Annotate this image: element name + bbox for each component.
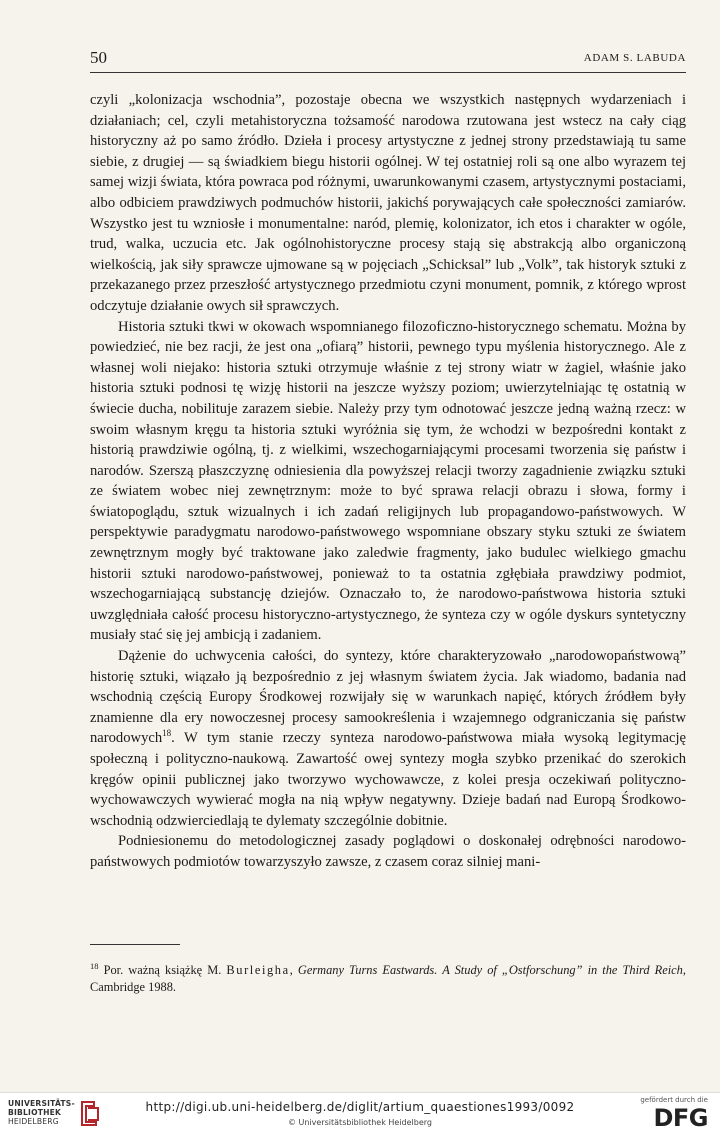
- footnote-reference[interactable]: 18: [162, 728, 172, 739]
- footnote-lead: Por. ważną książkę M.: [103, 963, 222, 977]
- digitization-footer: [0, 1092, 720, 1133]
- body-text: [90, 90, 686, 873]
- dfg-logo[interactable]: DFG: [653, 1104, 708, 1132]
- footnote-divider: [90, 944, 180, 945]
- footnote: $^{18}$ Por. ważną książkę M. Burleigha, Germany Turns Eastwards. A Study of „Ostforschung” in the Third Reich, Cambridge 1988.: [90, 960, 686, 994]
- library-logo-line-1: UNIVERSITÄTS-: [8, 1099, 75, 1108]
- library-logo-line-2: BIBLIOTHEK: [8, 1108, 62, 1117]
- footnote-title: Germany Turns Eastwards. A Study of „Ostforschung” in the Third Reich: [297, 963, 683, 977]
- footnote-author: Burleigha: [226, 963, 290, 977]
- dfg-caption: gefördert durch die: [640, 1096, 708, 1104]
- paragraph-4: Podniesionemu do metodologicznej zasady poglądowi o doskonałej odrębności narodowo-państwowych podmiotów towarzyszyło zawsze, z czasem coraz silniej mani-: [90, 833, 686, 870]
- page-number: 50: [90, 48, 107, 67]
- page-header: [90, 46, 686, 73]
- paragraph-1: czyli „kolonizacja wschodnia”, pozostaje obecna we wszystkich następnych wydarzeniach i działaniach; cel, czyli metahistoryczna tożsamość narodowa rzutowana jest wstecz na cały ciąg historyczny aż po samo źródło. Dzieła i procesy artystyczne z jednej strony przedstawiają tu same siebie, z drugiej — są świadkiem biegu historii ogólnej. W tej ostatniej roli są one albo wyrazem tej samej wizji świata, która powraca pod różnymi, uwarunkowanymi czasem, artystycznymi postaciami, albo odbiciem prawdziwych podmuchów historii, jakichś porywających całe społeczności zamiarów. Wszystko jest tu wzniosłe i monumentalne: naród, plemię, kolonizator, ich etos i charakter w ogóle, trud, walka, uczucia etc. Jak ogólnohistoryczne procesy stają się abstrakcją albo organiczoną wielkością, jak siły sprawcze ujmowane są w pojęciach „Schicksal” lub „Volk”, tak historyk sztuki z przekazanego przez przeszłość artystycznego przedmiotu czyni monument, pomnik, z którego wprost odczytuje działanie owych sił sprawczych.: [90, 92, 686, 314]
- copyright-notice: © Universitätsbibliothek Heidelberg: [287, 1118, 432, 1127]
- permalink-url[interactable]: http://digi.ub.uni-heidelberg.de/diglit/artium_quaestiones1993/0092: [145, 1100, 575, 1114]
- library-logo-line-3: HEIDELBERG: [8, 1117, 59, 1126]
- paragraph-3-part-1: Dążenie do uchwycenia całości, do syntezy, które charakteryzowało „narodowopaństwową” historię sztuki, wiązało ją bezpośrednio z jej własnym światem życia. Jak wiadomo, badania nad wschodnią częścią Europy Środkowej rozwijały się w warunkach napięć, których źródłem były znamienne dla ery nowoczesnej procesy samookreślenia i wzajemnego odgraniczania się państw narodowych: [90, 648, 686, 747]
- paragraph-3: [90, 646, 686, 831]
- footnote-rest: , Cambridge 1988.: [90, 963, 686, 994]
- footnote-number: 18: [90, 960, 99, 971]
- paragraph-3-part-2: . W tym stanie rzeczy synteza narodowo-państwowa miała wysoką legitymację społeczną i polityczno-naukową. Zawartość owej syntezy mogła szybko przenikać do szerokich kręgów opinii publicznej jako tworzywo wychowawcze, z kolei presja oczekiwań polityczno-wychowawczych wywierać mogła na nią wpływ negatywny. Dzieje badań nad Europą Środkowowschodnią odzwierciedlają te dylematy szczególnie dobitnie.: [90, 730, 686, 829]
- paragraph-2: Historia sztuki tkwi w okowach wspomnianego filozoficzno-historycznego schematu. Można by powiedzieć, nie bez racji, że jest ona „ofiarą” historii, pewnego typu myślenia historycznego. Ale z własnej woli niejako: historia sztuki otrzymuje właśnie z tej strony wiatr w żagiel, właśnie jako historia sztuki podnosi tę wizję historii na jeszcze wyższy poziom; uwierzytelniając tę ostatnią w świecie ducha, nobilituje zarazem siebie. Należy przy tym odnotować jeszcze jedną ważną rzecz: w swoim własnym kręgu ta historia sztuki wyróżnia się tym, że wchodzi w bezpośredni kontakt z historią prawdziwie ogólną, tj. z wielkimi, wszechogarniającymi procesami tworzenia się państw i narodów. Szerszą płaszczyznę odniesienia dla powyższej relacji tworzy zagadnienie związku sztuki ze światem wobec niej zewnętrznym: może to być sprawa relacji obrazu i słowa, formy i światopoglądu, sztuk wizualnych i ich zadań religijnych lub propagandowo-państwowych. W perspektywie paradygmatu narodowo-państwowego wspomniane obszary styku sztuki ze światem zewnętrznym mogły być traktowane jako zaledwie fragmenty, jako budulec wielkiego gmachu historii sztuki narodowo-państwowej, ponieważ to ta ostatnia zgłębiała prawdziwy podmiot, wszechogarniającą substancję dziejów. Oznaczało to, że narodowo-państwowa historia sztuki uwzględniała całość procesu historyczno-artystycznego, że synteza czy w ogóle dyskurs syntetyczny musiały stać się jej ambicją i zadaniem.: [90, 318, 686, 644]
- running-head: ADAM S. LABUDA: [583, 52, 686, 64]
